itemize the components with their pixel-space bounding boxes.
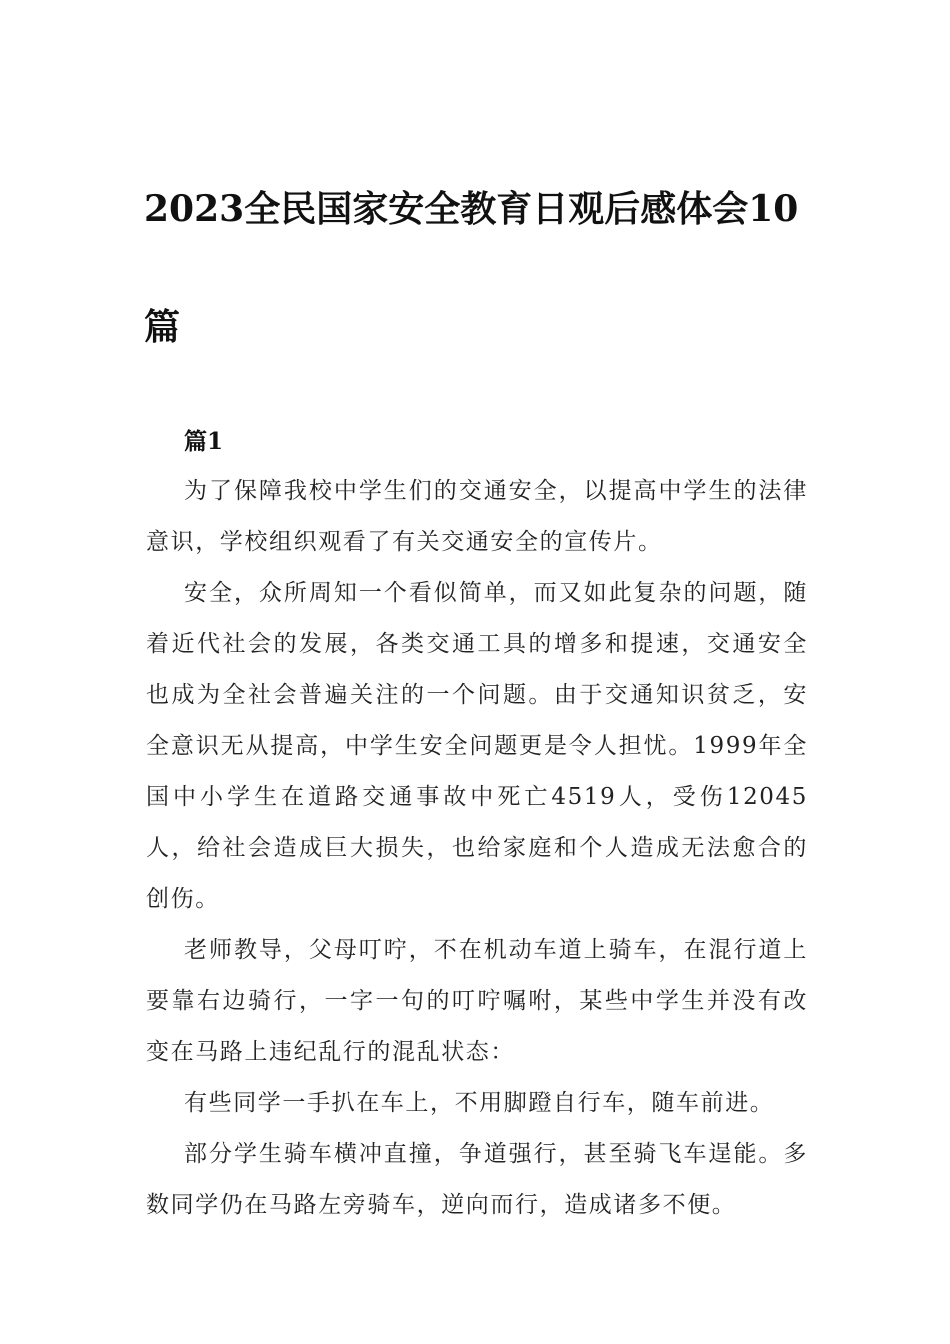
paragraph-5: 部分学生骑车横冲直撞，争道强行，甚至骑飞车逞能。多数同学仍在马路左旁骑车，逆向而行，造成诸多不便。 — [146, 1141, 808, 1218]
paragraph-3: 老师教导，父母叮咛，不在机动车道上骑车，在混行道上要靠右边骑行，一字一句的叮咛嘱咐，某些中学生并没有改变在马路上违纪乱行的混乱状态： — [146, 937, 808, 1065]
document-body — [146, 418, 808, 1231]
document-title: 2023全民国家安全教育日观后感体会10篇 — [144, 188, 799, 348]
paragraph-2: 安全，众所周知一个看似简单，而又如此复杂的问题，随着近代社会的发展，各类交通工具的增多和提速，交通安全也成为全社会普遍关注的一个问题。由于交通知识贫乏，安全意识无从提高，中学生安全问题更是令人担忧。1999年全国中小学生在道路交通事故中死亡4519人，受伤12045人，给社会造成巨大损失，也给家庭和个人造成无法愈合的创伤。 — [146, 580, 808, 912]
paragraph-1: 为了保障我校中学生们的交通安全，以提高中学生的法律意识，学校组织观看了有关交通安全的宣传片。 — [146, 478, 808, 555]
paragraph-4: 有些同学一手扒在车上，不用脚蹬自行车，随车前进。 — [184, 1090, 775, 1116]
section-heading: 篇1 — [184, 428, 224, 455]
